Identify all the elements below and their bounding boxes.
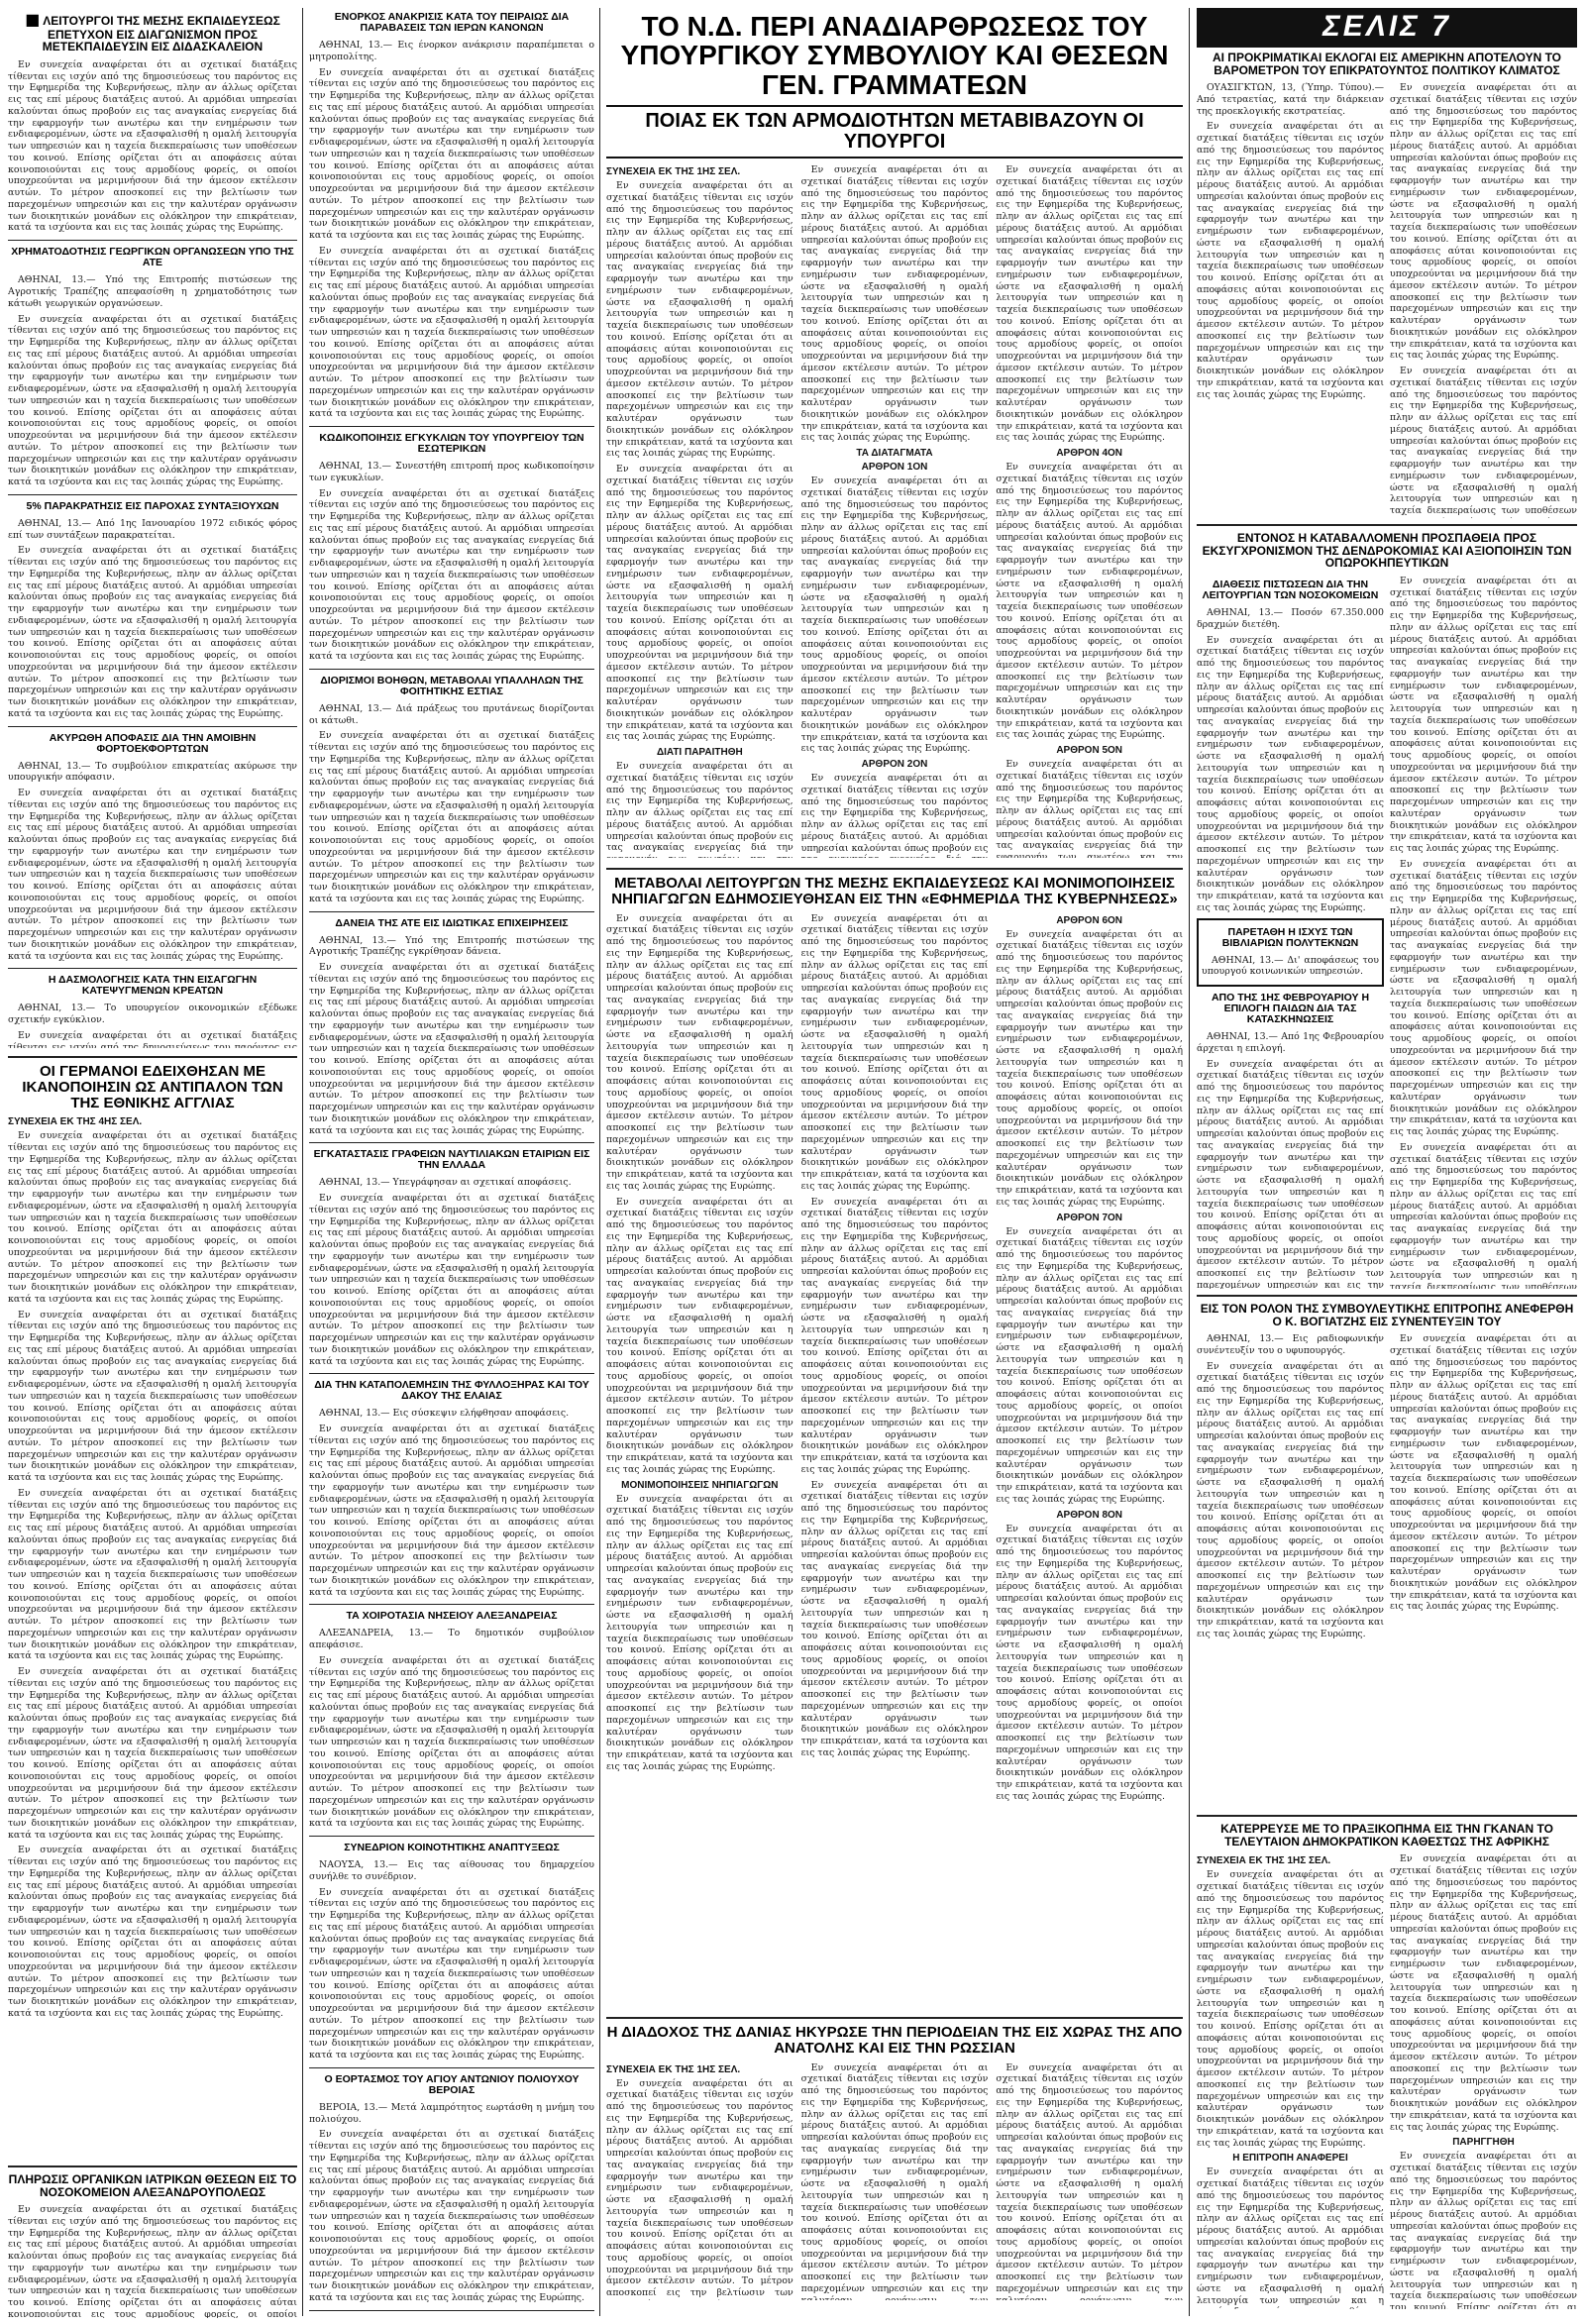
center-second-story [606,862,1183,2011]
article-number: ΑΡΘΡΟΝ 6ΟΝ [1056,914,1123,926]
section-heading: ΜΟΝΙΜΟΠΟΙΗΣΕΙΣ ΝΗΠΙΑΓΩΓΩΝ [621,1479,779,1491]
article-body [1390,1333,1577,1613]
article-headline: ΣΥΝΕΔΡΙΟΝ ΚΟΙΝΟΤΗΤΙΚΗΣ ΑΝΑΠΤΥΞΕΩΣ [344,1842,560,1854]
article-body [1197,121,1384,400]
article-lead: ΑΘΗΝΑΙ, 13.— Δι' αποφάσεως του υπουργού κοινωνικών υπηρεσιών. [1202,954,1379,978]
article-lead: ΑΘΗΝΑΙ, 13.— Υπό της Επιτροπής πιστώσεων της Αγροτικής Τραπέζης απεφασίσθη η χρηματοδότησις των κάτωθι γεωργικών οργανώσεων. [8,274,297,309]
article-body [8,1030,297,1048]
article-body [996,1524,1183,1803]
article-headline: ΧΡΗΜΑΤΟΔΟΤΗΣΙΣ ΓΕΩΡΓΙΚΩΝ ΟΡΓΑΝΩΣΕΩΝ ΥΠΟ ΤΗΣ ΑΤΕ [11,246,294,269]
article-body [309,246,594,420]
center-third-story [606,2011,1183,2318]
center2-subcolumn-1 [606,913,793,1983]
article-body [606,180,793,460]
article-body [996,759,1183,858]
article-body [606,1494,793,1773]
article-lead: ΒΕΡΟΙΑ, 13.— Μετά λαμπρότητος εωρτάσθη η μνήμη του πολιούχου. [309,2101,594,2125]
article-headline: ΟΙ ΓΕΡΜΑΝΟΙ ΕΔΕΙΧΘΗΣΑΝ ΜΕ ΙΚΑΝΟΠΟΙΗΣΙΝ ΩΣ ΑΝΤΙΠΑΛΟΝ ΤΩΝ ΤΗΣ ΕΘΝΙΚΗΣ ΑΓΓΛΙΑΣ [22,1063,283,1111]
article-headline: ΤΑ ΧΟΙΡΟΤΑΣΙΑ ΝΗΣΕΙΟΥ ΑΛΕΞΑΝΔΡΕΙΑΣ [346,1610,558,1623]
article-body [8,314,297,488]
article-headline: ΔΑΝΕΙΑ ΤΗΣ ΑΤΕ ΕΙΣ ΙΔΙΩΤΙΚΑΣ ΕΠΙΧΕΙΡΗΣΕΙΣ [335,916,569,929]
continuation-note: ΣΥΝΕΧΕΙΑ ΕΚ ΤΗΣ 4ΗΣ ΣΕΛ. [8,1116,143,1128]
article-headline: ΕΙΣ ΤΟΝ ΡΟΛΟΝ ΤΗΣ ΣΥΜΒΟΥΛΕΥΤΙΚΗΣ ΕΠΙΤΡΟΠΗΣ ΑΝΕΦΕΡΘΗ Ο Κ. ΒΟΓΙΑΤΖΗΣ ΕΙΣ ΣΥΝΕΝΤΕΥΞΙΝ ΤΟΥ [1200,1301,1574,1328]
center-subcolumn-3 [996,164,1183,858]
article-headline: ΜΕΤΑΒΟΛΑΙ ΛΕΙΤΟΥΡΓΩΝ ΤΗΣ ΜΕΣΗΣ ΕΚΠΑΙΔΕΥΣΕΩΣ ΚΑΙ ΜΟΝΙΜΟΠΟΙΗΣΕΙΣ ΝΗΠΙΑΓΩΓΩΝ ΕΔΗΜΟΣΙΕΥΘΗΣΑΝ ΕΙΣ ΤΗΝ «ΕΦΗΜΕΡΙΔΑ ΤΗΣ ΚΥΒΕΡΝΗΣΕΩΣ» [611,875,1178,907]
article-body [1197,635,1384,914]
article-number: ΑΡΘΡΟΝ 2ΟΝ [861,759,928,771]
article-body [801,773,989,858]
article-body [309,1193,594,1367]
article-body [996,164,1183,444]
article-headline: ΠΑΡΕΤΑΘΗ Η ΙΣΧΥΣ ΤΩΝ ΒΙΒΛΙΑΡΙΩΝ ΠΟΛΥΤΕΚΝΩΝ [1221,925,1359,949]
article-number: ΑΡΘΡΟΝ 7ΟΝ [1056,1212,1123,1223]
square-marker-icon: ■ [25,10,41,29]
article-body [1197,1869,1384,2149]
article-lead: ΑΘΗΝΑΙ, 13.— Υπεγράφησαν αι σχετικαί αποφάσεις. [319,1177,572,1189]
center-main-story [606,8,1183,860]
article-body [996,1226,1183,1506]
center3-subcolumn-3 [996,2062,1183,2300]
article-body [606,464,793,743]
center-subcolumn-2 [801,164,989,858]
article-body [8,545,297,719]
center3-subcolumn-2 [801,2062,989,2300]
article-headline: ΚΩΔΙΚΟΠΟΙΗΣΙΣ ΕΓΚΥΚΛΙΩΝ ΤΟΥ ΥΠΟΥΡΓΕΙΟΥ ΤΩΝ ΕΣΩΤΕΡΙΚΩΝ [319,432,584,456]
article-body [1390,2151,1577,2309]
article-lead: ΑΘΗΝΑΙ, 13.— Από 1ης Φεβρουαρίου άρχεται η επιλογή. [1197,1031,1384,1054]
column-1 [8,8,297,1048]
article-headline: ΔΙΑΘΕΣΙΣ ΠΙΣΤΩΣΕΩΝ ΔΙΑ ΤΗΝ ΛΕΙΤΟΥΡΓΙΑΝ ΤΩΝ ΝΟΣΟΚΟΜΕΙΩΝ [1202,578,1379,601]
story-germans [8,1050,297,2160]
article-body [8,2204,297,2318]
article-body [309,1424,594,1598]
article-body [801,2062,989,2300]
article-headline: Ο ΕΟΡΤΑΣΜΟΣ ΤΟΥ ΑΓΙΟΥ ΑΝΤΩΝΙΟΥ ΠΟΛΙΟΥΧΟΥ ΒΕΡΟΙΑΣ [324,2072,580,2096]
article-body [1197,1059,1384,1289]
article-headline: 5% ΠΑΡΑΚΡΑΤΗΣΙΣ ΕΙΣ ΠΑΡΟΧΑΣ ΣΥΝΤΑΞΙΟΥΧΩΝ [26,499,279,512]
article-lead: ΑΘΗΝΑΙ, 13.— Συνεστήθη επιτροπή προς κωδικοποίησιν των εγκυκλίων. [309,461,594,483]
center2-subcolumn-2 [801,913,989,1983]
article-body [801,475,989,755]
article-body [309,730,594,904]
article-body [309,2129,594,2303]
article-lead: ΑΘΗΝΑΙ, 13.— Υπό της Επιτροπής πιστώσεων της Αγροτικής Τραπέζης εγκρίθησαν δάνεια. [309,934,594,958]
article-body [8,1845,297,2019]
article-body [8,1310,297,1484]
article-body [801,1197,989,1476]
article-headline: ΚΑΤΕΡΡΕΥΣΕ ΜΕ ΤΟ ΠΡΑΞΙΚΟΠΗΜΑ ΕΙΣ ΤΗΝ ΓΚΑΝΑΝ ΤΟ ΤΕΛΕΥΤΑΙΟΝ ΔΗΜΟΚΡΑΤΙΚΟΝ ΚΑΘΕΣΤΩΣ ΤΗΣ ΑΦΡΙΚΗΣ [1220,1822,1553,1849]
article-body [606,761,793,858]
article-headline: ΕΝΟΡΚΟΣ ΑΝΑΚΡΙΣΙΣ ΚΑΤΑ ΤΟΥ ΠΕΙΡΑΙΩΣ ΔΙΑ ΠΑΡΑΒΑΣΕΙΣ ΤΩΝ ΙΕΡΩΝ ΚΑΝΟΝΩΝ [334,11,570,35]
article-body [8,1488,297,1662]
article-body [1197,1361,1384,1640]
article-body [8,59,297,234]
article-body [1390,859,1577,1138]
article-body [996,462,1183,741]
article-body [309,488,594,663]
article-body [1390,1142,1577,1289]
continuation-note: ΣΥΝΕΧΕΙΑ ΕΚ ΤΗΣ 1ΗΣ ΣΕΛ. [606,2063,741,2075]
page-number-logo: ΣΕΛΙΣ 7 [1197,8,1577,48]
story-hospital [8,2160,297,2318]
article-body [309,67,594,242]
article-lead: ΑΛΕΞΑΝΔΡΕΙΑ, 13.— Το δημοτικόν συμβούλιον απεφάσισε. [309,1628,594,1651]
center-subcolumn-1 [606,164,793,858]
article-lead: ΑΘΗΝΑΙ, 13.— Από 1ης Ιανουαρίου 1972 ειδικός φόρος επί των συντάξεων παρακρατείται. [8,517,297,541]
article-number: ΑΡΘΡΟΝ 8ΟΝ [1056,1509,1123,1521]
article-lead: ΑΘΗΝΑΙ, 13.— Διά πράξεως του πρυτάνεως διορίζονται οι κάτωθι. [309,702,594,726]
article-lead: ΑΘΗΝΑΙ, 13.— Εις ένορκον ανάκρισιν παραπέμπεται ο μητροπολίτης. [309,40,594,62]
article-headline: ΑΙ ΠΡΟΚΡΙΜΑΤΙΚΑΙ ΕΚΛΟΓΑΙ ΕΙΣ ΑΜΕΡΙΚΗΝ ΑΠΟΤΕΛΟΥΝ ΤΟ ΒΑΡΟΜΕΤΡΟΝ ΤΟΥ ΕΠΙΚΡΑΤΟΥΝΤΟΣ ΠΟΛΙΤΙΚΟΥ ΚΛΙΜΑΤΟΣ [1212,51,1562,77]
article-number: ΑΡΘΡΟΝ 1ΟΝ [861,462,928,474]
article-body [801,164,989,444]
article-headline: Η ΔΑΣΜΟΛΟΓΗΣΙΣ ΚΑΤΑ ΤΗΝ ΕΙΣΑΓΩΓΗΝ ΚΑΤΕΨΥΓΜΕΝΩΝ ΚΡΕΑΤΩΝ [48,974,258,998]
article-headline: ΔΙΟΡΙΣΜΟΙ ΒΟΗΘΩΝ, ΜΕΤΑΒΟΛΑΙ ΥΠΑΛΛΗΛΩΝ ΤΗΣ ΦΟΙΤΗΤΙΚΗΣ ΕΣΤΙΑΣ [320,674,583,697]
article-lead: ΑΘΗΝΑΙ, 13.— Το συμβούλιον επικρατείας ακύρωσε την υπουργικήν απόφασιν. [8,760,297,784]
section-heading: Η ΕΠΙΤΡΟΠΗ ΑΝΑΦΕΡΕΙ [1232,2153,1348,2165]
article-headline: ΑΚΥΡΩΘΗ ΑΠΟΦΑΣΙΣ ΔΙΑ ΤΗΝ ΑΜΟΙΒΗΝ ΦΟΡΤΟΕΚΦΟΡΤΩΤΩΝ [49,731,257,755]
continuation-note: ΣΥΝΕΧΕΙΑ ΕΚ ΤΗΣ 1ΗΣ ΣΕΛ. [1197,1855,1331,1867]
section-heading: ΠΑΡΗΓΓΗΘΗ [1452,2137,1515,2149]
article-body [801,913,989,1193]
right-column [1197,8,1577,2316]
article-body [801,1480,989,1759]
main-deck: ΠΟΙΑΣ ΕΚ ΤΩΝ ΑΡΜΟΔΙΟΤΗΤΩΝ ΜΕΤΑΒΙΒΑΖΟΥΝ ΟΙ ΥΠΟΥΡΓΟΙ [606,105,1183,158]
article-body [8,1666,297,1841]
article-body [606,2078,793,2300]
article-headline: Η ΔΙΑΔΟΧΟΣ ΤΗΣ ΔΑΝΙΑΣ ΗΚΥΡΩΣΕ ΤΗΝ ΠΕΡΙΟΔΕΙΑΝ ΤΗΣ ΕΙΣ ΧΩΡΑΣ ΤΗΣ ΑΠΟ ΑΝΑΤΟΛΗΣ ΚΑΙ ΕΙΣ ΤΗΝ ΡΩΣΣΙΑΝ [606,2024,1183,2057]
center2-subcolumn-3 [996,913,1183,1983]
article-headline: ΔΙΑ ΤΗΝ ΚΑΤΑΠΟΛΕΜΗΣΙΝ ΤΗΣ ΦΥΛΛΟΞΗΡΑΣ ΚΑΙ ΤΟΥ ΔΑΚΟΥ ΤΗΣ ΕΛΑΙΑΣ [314,1379,589,1403]
article-body [8,1130,297,1305]
section-heading: ΤΑ ΔΙΑΤΑΓΜΑΤΑ [856,448,933,460]
column-2 [309,8,594,2316]
article-lead: ΑΘΗΝΑΙ, 13.— Το υπουργείον οικονομικών εξέδωκε σχετικήν εγκύκλιον. [8,1003,297,1026]
article-lead: ΟΥΑΣΙΓΚΤΩΝ, 13, (Ύπηρ. Τύπου).— Από τετραετίας, κατά την διάρκειαν της προεκλογικής εκστρατείας. [1197,82,1384,117]
article-body [606,913,793,1193]
center3-subcolumn-1 [606,2062,793,2300]
article-number: ΑΡΘΡΟΝ 5ΟΝ [1056,745,1123,757]
article-headline: ΕΓΚΑΤΑΣΤΑΣΙΣ ΓΡΑΦΕΙΩΝ ΝΑΥΤΙΛΙΑΚΩΝ ΕΤΑΙΡΙΩΝ ΕΙΣ ΤΗΝ ΕΛΛΑΔΑ [313,1148,590,1172]
article-body [8,788,297,962]
article-body [606,1197,793,1476]
article-number: ΑΡΘΡΟΝ 4ΟΝ [1056,448,1123,460]
article-headline: ΕΝΤΟΝΟΣ Η ΚΑΤΑΒΑΛΛΟΜΕΝΗ ΠΡΟΣΠΑΘΕΙΑ ΠΡΟΣ ΕΚΣΥΓΧΡΟΝΙΣΜΟΝ ΤΗΣ ΔΕΝΔΡΟΚΟΜΙΑΣ ΚΑΙ ΑΞΙΟΠΟΙΗΣΙΝ ΤΩΝ ΟΠΩΡΟΚΗΠΕΥΤΙΚΩΝ [1202,531,1572,571]
article-body [996,2062,1183,2300]
article-body [1390,1853,1577,2133]
section-heading: ΔΙΑΤΙ ΠΑΡΑΙΤΗΘΗ [656,747,743,759]
article-headline: ΠΛΗΡΩΣΙΣ ΟΡΓΑΝΙΚΩΝ ΙΑΤΡΙΚΩΝ ΘΕΣΕΩΝ ΕΙΣ ΤΟ ΝΟΣΟΚΟΜΕΙΟΝ ΑΛΕΞΑΝΔΡΟΥΠΟΛΕΩΣ [8,2172,297,2199]
article-lead: ΑΘΗΝΑΙ, 13.— Εις σύσκεψιν ελήφθησαν αποφάσεις. [319,1408,570,1420]
article-body [996,929,1183,1209]
article-body [309,962,594,1136]
article-lead: ΑΘΗΝΑΙ, 13.— Ποσόν 67.350.000 δραχμών διετέθη. [1197,607,1384,630]
article-body [1390,366,1577,518]
article-headline: ΑΠΟ ΤΗΣ 1ΗΣ ΦΕΒΡΟΥΑΡΙΟΥ Η ΕΠΙΛΟΓΗ ΠΑΙΔΩΝ ΔΙΑ ΤΑΣ ΚΑΤΑΣΚΗΝΩΣΕΙΣ [1211,992,1370,1026]
article-lead: ΑΘΗΝΑΙ, 13.— Εις ραδιοφωνικήν συνέντευξίν του ο υφυπουργός. [1197,1333,1384,1356]
article-body [1390,576,1577,855]
article-body [309,1655,594,1830]
continuation-note: ΣΥΝΕΧΕΙΑ ΕΚ ΤΗΣ 1ΗΣ ΣΕΛ. [606,166,741,178]
article-headline: ■ ΛΕΙΤΟΥΡΓΟΙ ΤΗΣ ΜΕΣΗΣ ΕΚΠΑΙΔΕΥΣΕΩΣ ΕΠΕΤΥΧΟΝ ΕΙΣ ΔΙΑΓΩΝΙΣΜΟΝ ΠΡΟΣ ΜΕΤΕΚΠΑΙΔΕΥΣΙΝ ΕΙΣ ΔΙΔΑΣΚΑΛΕΙΟΝ [25,10,280,54]
main-headline: ΤΟ Ν.Δ. ΠΕΡΙ ΑΝΑΔΙΑΡΘΡΩΣΕΩΣ ΤΟΥ ΥΠΟΥΡΓΙΚΟΥ ΣΥΜΒΟΥΛΙΟΥ ΚΑΙ ΘΕΣΕΩΝ ΓΕΝ. ΓΡΑΜΜΑΤΕΩΝ [620,11,1169,100]
article-body [1197,2166,1384,2309]
article-body [1390,82,1577,362]
article-lead: ΝΑΟΥΣΑ, 13.— Εις τας αίθουσας του δημαρχείου συνήλθε το συνέδριον. [309,1859,594,1882]
article-body [309,1887,594,2061]
